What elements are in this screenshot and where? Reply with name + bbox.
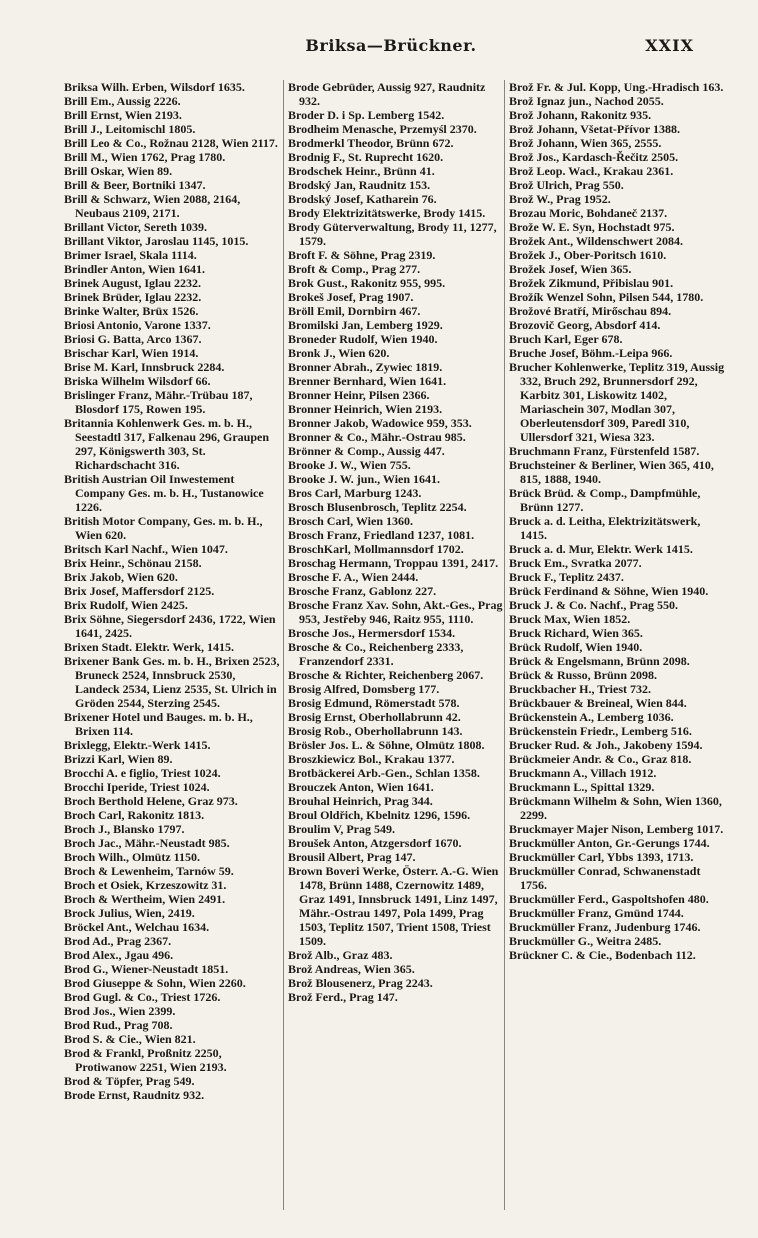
column-right [504,80,725,1210]
directory-entry: Brodnig F., St. Ruprecht 1620. [288,150,444,164]
directory-entry: Bruch Karl, Eger 678. [509,332,623,346]
directory-entry: Broch & Wertheim, Wien 2491. [64,892,226,906]
directory-entry: Bruckmüller Ferd., Gaspoltshofen 480. [509,892,709,906]
directory-entry: Brise M. Karl, Innsbruck 2284. [64,360,225,374]
directory-entry: Brody Elektrizitätswerke, Brody 1415. [288,206,486,220]
directory-entry: Brod Rud., Prag 708. [64,1018,173,1032]
directory-entry: Brož Johann, Všetat-Přívor 1388. [509,122,680,136]
directory-entry: Brož Johann, Wien 365, 2555. [509,136,662,150]
directory-entry: Brizzi Karl, Wien 89. [64,752,173,766]
directory-entry: Brože W. E. Syn, Hochstadt 975. [509,220,675,234]
directory-entry: Brosche & Co., Reichenberg 2333, Franzendorf 2331. [288,640,464,668]
directory-entry: Brooke J. W. jun., Wien 1641. [288,472,441,486]
directory-entry: Broneder Rudolf, Wien 1940. [288,332,438,346]
directory-entry: Bros Carl, Marburg 1243. [288,486,422,500]
directory-entry: Brucher Kohlenwerke, Teplitz 319, Aussig 332, Bruch 292, Brunnersdorf 292, Karbitz 301, Liskowitz 1402, Mariaschein 307, Modlan 307, Oberleutensdorf 309, Paredl 310, Ullersdorf 321, Wiesa 323. [509,360,725,444]
directory-entry: Brösler Jos. L. & Söhne, Olmütz 1808. [288,738,485,752]
directory-entry: Brosche Jos., Hermersdorf 1534. [288,626,456,640]
directory-entry: Bruck a. d. Mur, Elektr. Werk 1415. [509,542,693,556]
directory-entry: Brosig Rob., Oberhollabrunn 143. [288,724,463,738]
directory-entry: Brod Alex., Jgau 496. [64,948,174,962]
directory-entry: Brožové Bratří, Mirőschau 894. [509,304,672,318]
directory-entry: Bruckmüller G., Weitra 2485. [509,934,662,948]
directory-entry: Bruckmüller Carl, Ybbs 1393, 1713. [509,850,694,864]
directory-entry: Bruckmüller Anton, Gr.-Gerungs 1744. [509,836,710,850]
directory-entry: Brimer Israel, Skala 1114. [64,248,197,262]
directory-entry: Brischar Karl, Wien 1914. [64,346,199,360]
directory-entry: Brož Ferd., Prag 147. [288,990,398,1004]
directory-entry: Brixen Stadt. Elektr. Werk, 1415. [64,640,235,654]
directory-entry: Brückmeier Andr. & Co., Graz 818. [509,752,692,766]
directory-entry: Brožek Zikmund, Přibislau 901. [509,276,674,290]
directory-entry: Bruchmann Franz, Fürstenfeld 1587. [509,444,700,458]
directory-entry: Brocchi Iperide, Triest 1024. [64,780,210,794]
directory-entry: Briksa Wilh. Erben, Wilsdorf 1635. [64,80,245,94]
directory-entry: Bruck F., Teplitz 2437. [509,570,624,584]
running-title: Briksa—Brückner. [305,36,477,55]
directory-entry: Britannia Kohlenwerk Ges. m. b. H., Seestadtl 317, Falkenau 296, Graupen 297, Königswerth 303, St. Richardschacht 316. [64,416,270,472]
directory-entry: Brod Ad., Prag 2367. [64,934,172,948]
directory-entry: Bruckmüller Conrad, Schwanenstadt 1756. [509,864,701,892]
directory-entry: Bruck Richard, Wien 365. [509,626,643,640]
directory-entry: Bruckmayer Majer Nison, Lemberg 1017. [509,822,724,836]
directory-entry: Brill J., Leitomischl 1805. [64,122,196,136]
directory-entry: Broch Jac., Mähr.-Neustadt 985. [64,836,230,850]
directory-entry: Brouhal Heinrich, Prag 344. [288,794,433,808]
directory-entry: Brückenstein Friedr., Lemberg 516. [509,724,692,738]
directory-entry: Brod & Frankl, Proßnitz 2250, Protiwanow 2251, Wien 2193. [64,1046,227,1074]
directory-entry: Brix Josef, Maffersdorf 2125. [64,584,215,598]
directory-entry: Bronner Abrah., Zywiec 1819. [288,360,443,374]
directory-entry: Brill Leo & Co., Rožnau 2128, Wien 2117. [64,136,278,150]
directory-entry: Briosi Antonio, Varone 1337. [64,318,211,332]
directory-entry: Broch Berthold Helene, Graz 973. [64,794,238,808]
directory-entry: Brillant Victor, Sereth 1039. [64,220,207,234]
directory-entry: Brosig Alfred, Domsberg 177. [288,682,440,696]
directory-entry: Britsch Karl Nachf., Wien 1047. [64,542,228,556]
page-header [60,36,722,58]
directory-entry: Brozovič Georg, Absdorf 414. [509,318,661,332]
directory-entry: Brosch Blusenbrosch, Teplitz 2254. [288,500,467,514]
directory-entry: Brožík Wenzel Sohn, Pilsen 544, 1780. [509,290,704,304]
directory-entry: Bronner Heinrich, Wien 2193. [288,402,443,416]
directory-entry: Bruck Em., Svratka 2077. [509,556,642,570]
directory-entry: Broch & Lewenheim, Tarnów 59. [64,864,234,878]
directory-entry: Brož Leop. Wacł., Krakau 2361. [509,164,674,178]
directory-entry: Brinke Walter, Brüx 1526. [64,304,199,318]
directory-entry: Brückmann Wilhelm & Sohn, Wien 1360, 2299. [509,794,722,822]
directory-entry: Brod Jos., Wien 2399. [64,1004,176,1018]
directory-entry: Brosche Franz, Gablonz 227. [288,584,437,598]
directory-entry: Brill Em., Aussig 2226. [64,94,181,108]
directory-entry: Brück Ferdinand & Söhne, Wien 1940. [509,584,709,598]
directory-entry: Brosig Edmund, Römerstadt 578. [288,696,460,710]
directory-entry: Bruckbacher H., Triest 732. [509,682,651,696]
directory-entry: Bruchsteiner & Berliner, Wien 365, 410, 815, 1888, 1940. [509,458,714,486]
directory-entry: Brouczek Anton, Wien 1641. [288,780,434,794]
directory-entry: Brodmerkl Theodor, Brünn 672. [288,136,454,150]
directory-entry: Brož Johann, Rakonitz 935. [509,108,652,122]
directory-entry: Brosche Franz Xav. Sohn, Akt.-Ges., Prag 953, Jestřeby 946, Raitz 955, 1110. [288,598,503,626]
directory-entry: Brosche & Richter, Reichenberg 2067. [288,668,484,682]
directory-entry: Brixener Hotel und Bauges. m. b. H., Brixen 114. [64,710,253,738]
directory-entry: Brix Söhne, Siegersdorf 2436, 1722, Wien 1641, 2425. [64,612,276,640]
column-middle [283,80,504,1210]
directory-entry: Brinek August, Iglau 2232. [64,276,202,290]
directory-entry: Brož Fr. & Jul. Kopp, Ung.-Hradisch 163. [509,80,724,94]
directory-entry: Brod Gugl. & Co., Triest 1726. [64,990,221,1004]
directory-entry: Broft & Comp., Prag 277. [288,262,421,276]
directory-entry: Brinek Brüder, Iglau 2232. [64,290,202,304]
directory-entry: Broch Carl, Rakonitz 1813. [64,808,205,822]
directory-entry: Broschag Hermann, Troppau 1391, 2417. [288,556,499,570]
directory-entry: Briska Wilhelm Wilsdorf 66. [64,374,211,388]
directory-entry: Brill M., Wien 1762, Prag 1780. [64,150,226,164]
directory-columns [64,80,725,1210]
directory-entry: Brodheim Menasche, Przemyśl 2370. [288,122,477,136]
directory-entry: Brousil Albert, Prag 147. [288,850,416,864]
directory-entry: Brückbauer & Breineal, Wien 844. [509,696,687,710]
directory-entry: Brillant Viktor, Jaroslau 1145, 1015. [64,234,249,248]
directory-entry: Brooke J. W., Wien 755. [288,458,411,472]
directory-entry: Brok Gust., Rakonitz 955, 995. [288,276,446,290]
directory-entry: Briosi G. Batta, Arco 1367. [64,332,202,346]
directory-entry: Brodschek Heinr., Brünn 41. [288,164,435,178]
directory-entry: Broul Oldřich, Kbelnitz 1296, 1596. [288,808,471,822]
directory-entry: Bronner Jakob, Wadowice 959, 353. [288,416,472,430]
directory-entry: Brosche F. A., Wien 2444. [288,570,419,584]
directory-entry: Brožek J., Ober-Poritsch 1610. [509,248,667,262]
directory-entry: Bruckmann L., Spittal 1329. [509,780,655,794]
directory-entry: Brož Ignaz jun., Nachod 2055. [509,94,664,108]
directory-entry: Brix Jakob, Wien 620. [64,570,178,584]
directory-entry: Bronk J., Wien 620. [288,346,390,360]
directory-entry: Brück & Engelsmann, Brünn 2098. [509,654,690,668]
directory-entry: Broch et Osiek, Krzeszowitz 31. [64,878,227,892]
directory-entry: Brindler Anton, Wien 1641. [64,262,206,276]
directory-entry: Bruck Max, Wien 1852. [509,612,631,626]
directory-entry: Brož Alb., Graz 483. [288,948,393,962]
directory-entry: Brosch Carl, Wien 1360. [288,514,414,528]
directory-entry: British Austrian Oil Inwestement Company Ges. m. b. H., Tustanowice 1226. [64,472,264,514]
directory-entry: Bruckmüller Franz, Gmünd 1744. [509,906,684,920]
directory-entry: Brill Oskar, Wien 89. [64,164,173,178]
directory-entry: Bronner & Co., Mähr.-Ostrau 985. [288,430,466,444]
directory-entry: Brožek Josef, Wien 365. [509,262,632,276]
directory-entry: Brožek Ant., Wildenschwert 2084. [509,234,684,248]
directory-entry: Brönner & Comp., Aussig 447. [288,444,445,458]
directory-entry: Brotbäckerei Arb.-Gen., Schlan 1358. [288,766,480,780]
directory-entry: Brozau Moric, Bohdaneč 2137. [509,206,668,220]
directory-entry: Brixlegg, Elektr.-Werk 1415. [64,738,211,752]
directory-entry: Brixener Bank Ges. m. b. H., Brixen 2523, Bruneck 2524, Innsbruck 2530, Landeck 2534, Lienz 2535, St. Ulrich in Gröden 2544, Sterzing 2545. [64,654,280,710]
directory-entry: Bronner Heinr, Pilsen 2366. [288,388,430,402]
directory-entry: Brož W., Prag 1952. [509,192,611,206]
directory-entry: Broder D. i Sp. Lemberg 1542. [288,108,445,122]
directory-entry: Broch Wilh., Olmütz 1150. [64,850,201,864]
directory-entry: Brocchi A. e figlio, Triest 1024. [64,766,221,780]
directory-entry: Brenner Bernhard, Wien 1641. [288,374,447,388]
directory-entry: Bruckmüller Franz, Judenburg 1746. [509,920,701,934]
directory-entry: Brix Rudolf, Wien 2425. [64,598,188,612]
directory-entry: Brode Ernst, Raudnitz 932. [64,1088,205,1102]
directory-entry: Broušek Anton, Atzgersdorf 1670. [288,836,462,850]
directory-entry: Bruche Josef, Böhm.-Leipa 966. [509,346,673,360]
directory-entry: Brück & Russo, Brünn 2098. [509,668,658,682]
directory-entry: Broft F. & Söhne, Prag 2319. [288,248,436,262]
directory-entry: Brod S. & Cie., Wien 821. [64,1032,196,1046]
column-left [64,80,283,1210]
directory-entry: Brosig Ernst, Oberhollabrunn 42. [288,710,461,724]
directory-entry: Brix Heinr., Schönau 2158. [64,556,202,570]
directory-entry: Bruck a. d. Leitha, Elektrizitätswerk, 1415. [509,514,701,542]
directory-entry: Broulim V, Prag 549. [288,822,396,836]
directory-entry: Brown Boveri Werke, Österr. A.-G. Wien 1478, Brünn 1488, Czernowitz 1489, Graz 1491, Innsbruck 1491, Linz 1497, Mähr.-Ostrau 1497, Pola 1499, Prag 1503, Teplitz 1507, Trient 1508, Triest 1509. [288,864,499,948]
page-number: XXIX [645,36,694,55]
directory-entry: Brokeš Josef, Prag 1907. [288,290,414,304]
directory-entry: Broch J., Blansko 1797. [64,822,185,836]
directory-entry: Brož Andreas, Wien 365. [288,962,415,976]
directory-entry: Brückner C. & Cie., Bodenbach 112. [509,948,696,962]
directory-entry: Brück Brüd. & Comp., Dampfmühle, Brünn 1277. [509,486,701,514]
directory-entry: Bröckel Ant., Welchau 1634. [64,920,210,934]
directory-entry: Brož Blousenerz, Prag 2243. [288,976,433,990]
directory-entry: Brodský Jan, Raudnitz 153. [288,178,431,192]
directory-entry: Bromilski Jan, Lemberg 1929. [288,318,443,332]
directory-entry: Brož Ulrich, Prag 550. [509,178,624,192]
directory-entry: Brück Rudolf, Wien 1940. [509,640,643,654]
directory-entry: Brod & Töpfer, Prag 549. [64,1074,195,1088]
directory-entry: Brill Ernst, Wien 2193. [64,108,182,122]
directory-entry: Brislinger Franz, Mähr.-Trübau 187, Blosdorf 175, Rowen 195. [64,388,253,416]
directory-entry: Bruck J. & Co. Nachf., Prag 550. [509,598,678,612]
directory-entry: Brod G., Wiener-Neustadt 1851. [64,962,229,976]
directory-entry: Brückenstein A., Lemberg 1036. [509,710,674,724]
directory-entry: BroschKarl, Mollmannsdorf 1702. [288,542,464,556]
directory-entry: Bruckmann A., Villach 1912. [509,766,657,780]
directory-entry: Brož Jos., Kardasch-Řečitz 2505. [509,150,679,164]
directory-entry: Broszkiewicz Bol., Krakau 1377. [288,752,455,766]
directory-entry: Brod Giuseppe & Sohn, Wien 2260. [64,976,246,990]
directory-entry: Brody Güterverwaltung, Brody 11, 1277, 1579. [288,220,497,248]
directory-entry: Brode Gebrüder, Aussig 927, Raudnitz 932. [288,80,486,108]
directory-entry: Bröll Emil, Dornbirn 467. [288,304,421,318]
directory-entry: Brill & Schwarz, Wien 2088, 2164, Neubaus 2109, 2171. [64,192,241,220]
directory-entry: British Motor Company, Ges. m. b. H., Wien 620. [64,514,263,542]
directory-entry: Brosch Franz, Friedland 1237, 1081. [288,528,475,542]
directory-entry: Brodský Josef, Katharein 76. [288,192,437,206]
directory-entry: Brucker Rud. & Joh., Jakobeny 1594. [509,738,703,752]
directory-entry: Brock Julius, Wien, 2419. [64,906,195,920]
directory-entry: Brill & Beer, Bortniki 1347. [64,178,206,192]
